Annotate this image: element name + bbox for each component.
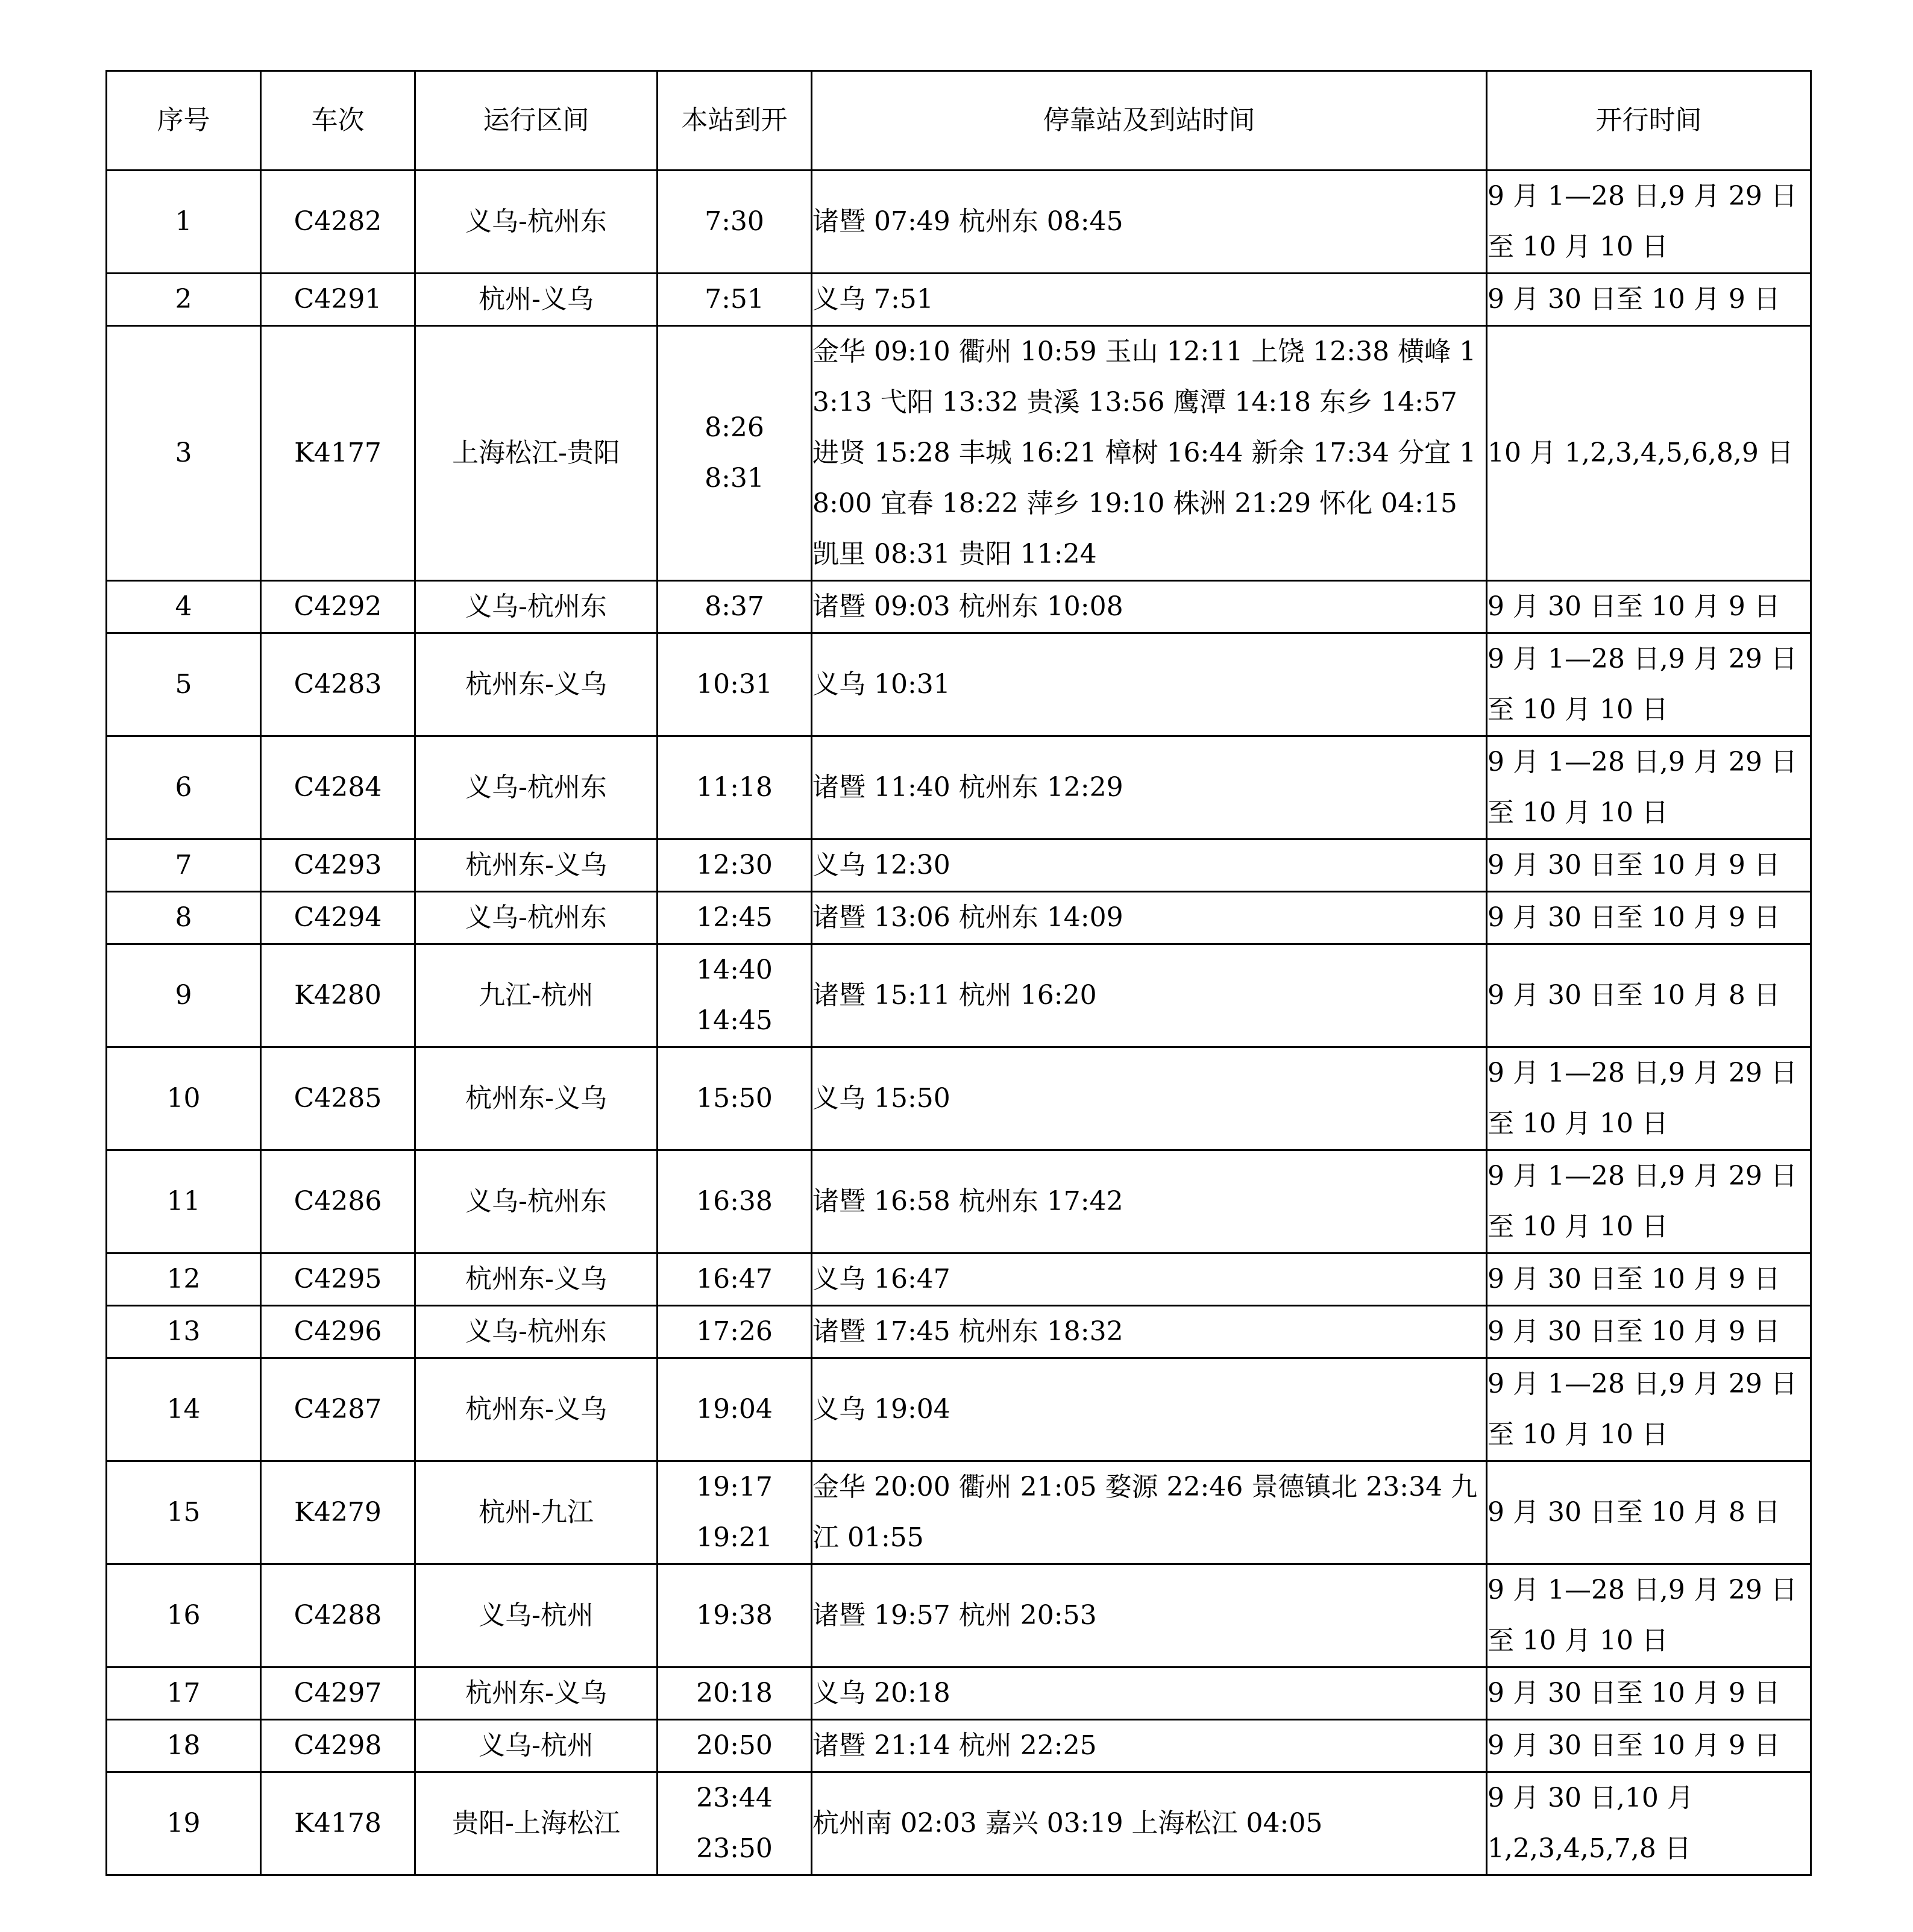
row-no: 14 [107,1358,261,1461]
service-period: 9 月 30 日至 10 月 9 日 [1487,839,1811,892]
table-row [107,736,1811,839]
time-value: 20:18 [696,1678,773,1708]
header-route: 运行区间 [415,71,658,171]
header-row [107,71,1811,171]
train-number: C4284 [261,736,415,839]
arrive-depart-time [658,581,812,633]
arrive-depart-time [658,1150,812,1253]
stops-and-times: 金华 09:10 衢州 10:59 玉山 12:11 上饶 12:38 横峰 13:13 弋阳 13:32 贵溪 13:56 鹰潭 14:18 东乡 14:57 进贤 15:28 丰城 16:21 樟树 16:44 新余 17:34 分宜 18:00 宜春 18:22 萍乡 19:10 株洲 21:29 怀化 04:15 凯里 08:31 贵阳 11:24 [812,326,1487,581]
service-period: 9 月 1—28 日,9 月 29 日至 10 月 10 日 [1487,1047,1811,1150]
service-period: 9 月 30 日至 10 月 8 日 [1487,944,1811,1047]
arrive-depart-time [658,1772,812,1875]
train-number: K4177 [261,326,415,581]
table-row [107,1564,1811,1667]
train-number: C4285 [261,1047,415,1150]
arrive-depart-time [658,839,812,892]
route: 杭州东-义乌 [415,1667,658,1720]
table-row [107,1253,1811,1306]
arrive-depart-time [658,944,812,1047]
route: 义乌-杭州东 [415,581,658,633]
arrive-depart-time [658,274,812,326]
arrive-depart-time [658,1667,812,1720]
row-no: 8 [107,892,261,944]
route: 上海松江-贵阳 [415,326,658,581]
route: 义乌-杭州东 [415,1306,658,1358]
table-row [107,839,1811,892]
train-number: C4295 [261,1253,415,1306]
stops-and-times: 诸暨 09:03 杭州东 10:08 [812,581,1487,633]
stops-and-times: 诸暨 11:40 杭州东 12:29 [812,736,1487,839]
service-period: 9 月 1—28 日,9 月 29 日至 10 月 10 日 [1487,736,1811,839]
time-value: 19:04 [696,1394,773,1425]
time-value: 7:51 [705,284,764,315]
time-value: 16:47 [696,1264,773,1294]
row-no: 11 [107,1150,261,1253]
table-row [107,1720,1811,1772]
time-value: 14:40 [696,955,773,985]
stops-and-times: 诸暨 13:06 杭州东 14:09 [812,892,1487,944]
row-no: 13 [107,1306,261,1358]
route: 杭州东-义乌 [415,1358,658,1461]
stops-and-times: 义乌 7:51 [812,274,1487,326]
row-no: 2 [107,274,261,326]
row-no: 3 [107,326,261,581]
row-no: 5 [107,633,261,736]
time-value: 8:37 [705,591,764,622]
train-number: C4293 [261,839,415,892]
route: 杭州东-义乌 [415,1047,658,1150]
table-row [107,1667,1811,1720]
arrive-depart-time [658,1306,812,1358]
arrive-depart-time [658,1253,812,1306]
train-number: C4291 [261,274,415,326]
table-row [107,1150,1811,1253]
time-value: 8:26 [705,412,764,443]
header-period: 开行时间 [1487,71,1811,171]
time-value: 17:26 [696,1316,773,1347]
row-no: 16 [107,1564,261,1667]
train-number: C4296 [261,1306,415,1358]
service-period: 9 月 30 日至 10 月 9 日 [1487,1720,1811,1772]
time-value: 20:50 [696,1730,773,1761]
train-number: C4292 [261,581,415,633]
row-no: 12 [107,1253,261,1306]
header-stops: 停靠站及到站时间 [812,71,1487,171]
route: 杭州-义乌 [415,274,658,326]
row-no: 18 [107,1720,261,1772]
table-row [107,171,1811,274]
table-row [107,1047,1811,1150]
service-period: 9 月 1—28 日,9 月 29 日至 10 月 10 日 [1487,1150,1811,1253]
train-number: K4178 [261,1772,415,1875]
stops-and-times: 义乌 10:31 [812,633,1487,736]
table-row [107,633,1811,736]
stops-and-times: 诸暨 16:58 杭州东 17:42 [812,1150,1487,1253]
train-schedule-table [105,70,1812,1876]
route: 杭州东-义乌 [415,839,658,892]
row-no: 9 [107,944,261,1047]
time-value: 11:18 [696,772,773,803]
service-period: 9 月 30 日至 10 月 9 日 [1487,892,1811,944]
row-no: 7 [107,839,261,892]
stops-and-times: 杭州南 02:03 嘉兴 03:19 上海松江 04:05 [812,1772,1487,1875]
route: 杭州东-义乌 [415,1253,658,1306]
header-train: 车次 [261,71,415,171]
service-period: 10 月 1,2,3,4,5,6,8,9 日 [1487,326,1811,581]
arrive-depart-time [658,326,812,581]
stops-and-times: 诸暨 19:57 杭州 20:53 [812,1564,1487,1667]
service-period: 9 月 30 日至 10 月 8 日 [1487,1461,1811,1564]
row-no: 17 [107,1667,261,1720]
table-row [107,1358,1811,1461]
train-number: C4287 [261,1358,415,1461]
route: 九江-杭州 [415,944,658,1047]
arrive-depart-time [658,171,812,274]
row-no: 19 [107,1772,261,1875]
stops-and-times: 义乌 19:04 [812,1358,1487,1461]
service-period: 9 月 30 日至 10 月 9 日 [1487,1253,1811,1306]
time-value: 23:44 [696,1783,773,1813]
route: 义乌-杭州东 [415,736,658,839]
train-number: C4282 [261,171,415,274]
train-number: C4286 [261,1150,415,1253]
stops-and-times: 诸暨 15:11 杭州 16:20 [812,944,1487,1047]
route: 杭州东-义乌 [415,633,658,736]
table-row [107,581,1811,633]
stops-and-times: 义乌 20:18 [812,1667,1487,1720]
row-no: 10 [107,1047,261,1150]
time-value: 19:38 [696,1600,773,1631]
time-value: 10:31 [696,669,773,700]
route: 贵阳-上海松江 [415,1772,658,1875]
service-period: 9 月 1—28 日,9 月 29 日至 10 月 10 日 [1487,171,1811,274]
arrive-depart-time [658,1720,812,1772]
service-period: 9 月 1—28 日,9 月 29 日至 10 月 10 日 [1487,1564,1811,1667]
route: 义乌-杭州东 [415,171,658,274]
time-value: 7:30 [705,206,764,237]
table-row [107,326,1811,581]
row-no: 1 [107,171,261,274]
service-period: 9 月 30 日至 10 月 9 日 [1487,1667,1811,1720]
route: 义乌-杭州东 [415,892,658,944]
time-value: 12:30 [696,850,773,880]
arrive-depart-time [658,892,812,944]
time-value: 23:50 [696,1833,773,1864]
row-no: 15 [107,1461,261,1564]
train-number: C4283 [261,633,415,736]
stops-and-times: 义乌 12:30 [812,839,1487,892]
table-row [107,1306,1811,1358]
train-number: C4298 [261,1720,415,1772]
table-row [107,1772,1811,1875]
arrive-depart-time [658,736,812,839]
time-value: 15:50 [696,1083,773,1114]
table-row [107,274,1811,326]
table-row [107,1461,1811,1564]
stops-and-times: 义乌 16:47 [812,1253,1487,1306]
service-period: 9 月 1—28 日,9 月 29 日至 10 月 10 日 [1487,633,1811,736]
route: 义乌-杭州 [415,1564,658,1667]
time-value: 19:21 [696,1522,773,1553]
stops-and-times: 金华 20:00 衢州 21:05 婺源 22:46 景德镇北 23:34 九江 01:55 [812,1461,1487,1564]
time-value: 8:31 [705,463,764,494]
time-value: 12:45 [696,902,773,933]
row-no: 4 [107,581,261,633]
time-value: 16:38 [696,1186,773,1217]
arrive-depart-time [658,1358,812,1461]
train-number: C4294 [261,892,415,944]
service-period: 9 月 30 日至 10 月 9 日 [1487,1306,1811,1358]
row-no: 6 [107,736,261,839]
train-number: K4280 [261,944,415,1047]
time-value: 19:17 [696,1472,773,1502]
table-header [107,71,1811,171]
service-period: 9 月 30 日至 10 月 9 日 [1487,274,1811,326]
route: 杭州-九江 [415,1461,658,1564]
time-value: 14:45 [696,1005,773,1036]
train-number: C4288 [261,1564,415,1667]
service-period: 9 月 1—28 日,9 月 29 日至 10 月 10 日 [1487,1358,1811,1461]
train-number: C4297 [261,1667,415,1720]
stops-and-times: 诸暨 21:14 杭州 22:25 [812,1720,1487,1772]
stops-and-times: 诸暨 07:49 杭州东 08:45 [812,171,1487,274]
arrive-depart-time [658,1564,812,1667]
arrive-depart-time [658,633,812,736]
service-period: 9 月 30 日,10 月 1,2,3,4,5,7,8 日 [1487,1772,1811,1875]
stops-and-times: 诸暨 17:45 杭州东 18:32 [812,1306,1487,1358]
stops-and-times: 义乌 15:50 [812,1047,1487,1150]
arrive-depart-time [658,1047,812,1150]
arrive-depart-time [658,1461,812,1564]
header-no: 序号 [107,71,261,171]
table-row [107,944,1811,1047]
train-number: K4279 [261,1461,415,1564]
table-body [107,171,1811,1875]
route: 义乌-杭州 [415,1720,658,1772]
table-row [107,892,1811,944]
route: 义乌-杭州东 [415,1150,658,1253]
service-period: 9 月 30 日至 10 月 9 日 [1487,581,1811,633]
header-time: 本站到开 [658,71,812,171]
